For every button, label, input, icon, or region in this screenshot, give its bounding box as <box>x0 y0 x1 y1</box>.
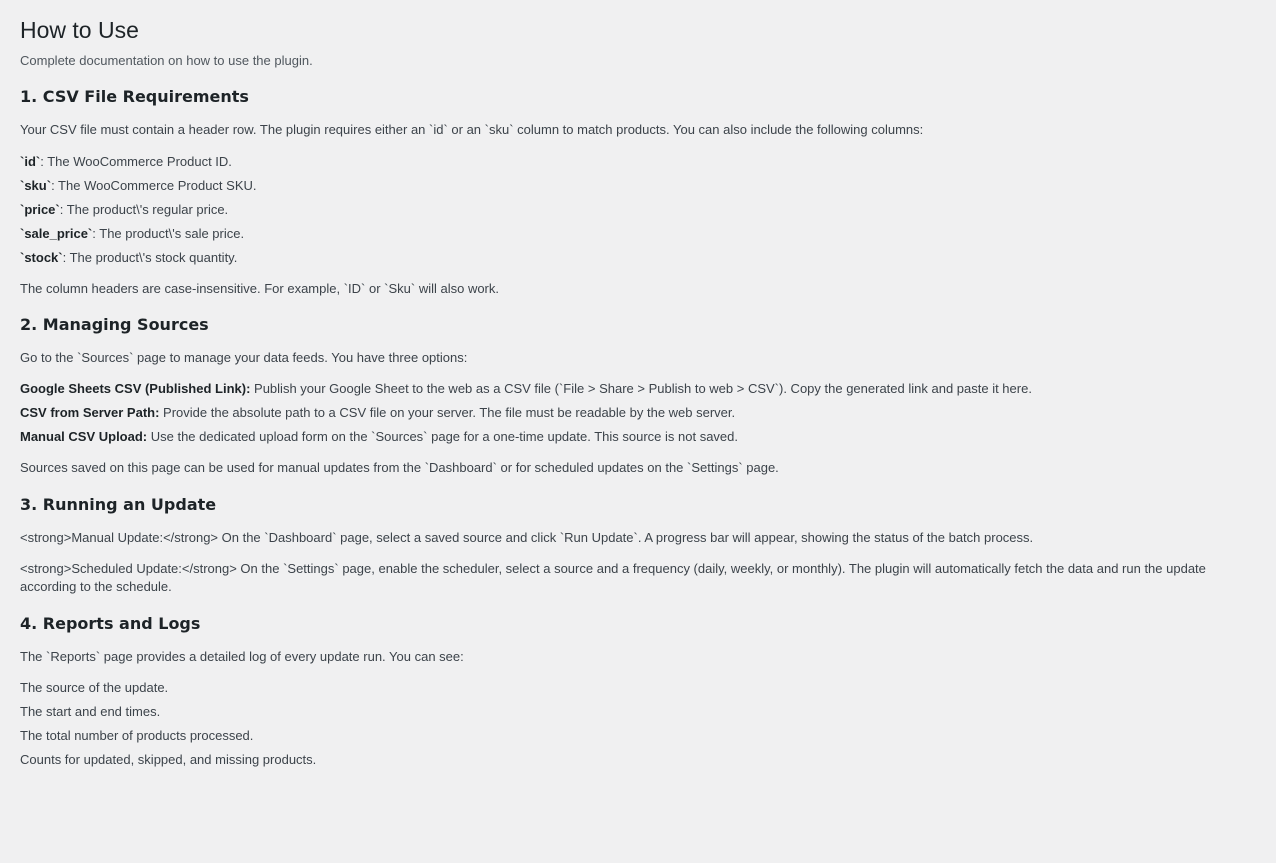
list-item: Counts for updated, skipped, and missing products. <box>20 752 317 768</box>
list-item <box>20 225 1256 243</box>
section-heading-reports: 4. Reports and Logs <box>20 613 201 633</box>
list-item <box>20 404 1256 422</box>
page-description: Complete documentation on how to use the plugin. <box>20 52 313 68</box>
list-item <box>20 201 1256 219</box>
list-item: The source of the update. <box>20 680 169 696</box>
column-key: `stock` <box>20 249 63 265</box>
list-item <box>20 153 1256 171</box>
list-item <box>20 177 1256 195</box>
csv-columns-list <box>20 153 1256 267</box>
sources-intro: Go to the `Sources` page to manage your data feeds. You have three options: <box>20 350 468 366</box>
column-desc: : The WooCommerce Product SKU. <box>51 177 257 193</box>
section-heading-csv: 1. CSV File Requirements <box>20 87 249 107</box>
csv-intro: Your CSV file must contain a header row. The plugin requires either an `id` or an `sku` column to match products. You can also include the following columns: <box>20 122 924 138</box>
update-manual: <strong>Manual Update:</strong> On the `Dashboard` page, select a saved source and click `Run Update`. A progress bar will appear, showing the status of the batch process. <box>20 530 1034 545</box>
reports-intro: The `Reports` page provides a detailed log of every update run. You can see: <box>20 648 464 664</box>
column-desc: : The product\'s regular price. <box>59 201 229 217</box>
option-desc: Provide the absolute path to a CSV file on your server. The file must be readable by the web server. <box>159 405 736 421</box>
sources-options-list <box>20 380 1256 446</box>
column-key: `sku` <box>20 177 52 193</box>
list-item <box>20 428 1256 446</box>
section-heading-update: 3. Running an Update <box>20 494 217 514</box>
option-key: CSV from Server Path: <box>20 405 160 421</box>
column-key: `id` <box>20 153 41 169</box>
list-item <box>20 249 1256 267</box>
column-desc: : The product\'s stock quantity. <box>62 249 238 265</box>
column-key: `price` <box>20 201 60 217</box>
option-key: Google Sheets CSV (Published Link): <box>20 381 251 397</box>
sources-note: Sources saved on this page can be used for manual updates from the `Dashboard` or for scheduled updates on the `Settings` page. <box>20 460 779 476</box>
csv-note: The column headers are case-insensitive. For example, `ID` or `Sku` will also work. <box>20 280 500 296</box>
reports-items-list <box>20 679 1256 769</box>
section-heading-sources: 2. Managing Sources <box>20 314 209 334</box>
column-key: `sale_price` <box>20 225 93 241</box>
option-desc: Publish your Google Sheet to the web as a CSV file (`File > Share > Publish to web > CSV`). Copy the generated link and paste it here. <box>250 381 1032 397</box>
column-desc: : The WooCommerce Product ID. <box>40 153 232 169</box>
update-scheduled: <strong>Scheduled Update:</strong> On the `Settings` page, enable the scheduler, select a source and a frequency (daily, weekly, or monthly). The plugin will automatically fetch the data and run the update according to the schedule. <box>20 561 1206 595</box>
column-desc: : The product\'s sale price. <box>92 225 245 241</box>
list-item: The start and end times. <box>20 704 161 720</box>
option-desc: Use the dedicated upload form on the `Sources` page for a one-time update. This source is not saved. <box>147 429 739 445</box>
list-item: The total number of products processed. <box>20 728 254 744</box>
page-title: How to Use <box>20 17 139 43</box>
option-key: Manual CSV Upload: <box>20 429 148 445</box>
list-item <box>20 380 1256 398</box>
